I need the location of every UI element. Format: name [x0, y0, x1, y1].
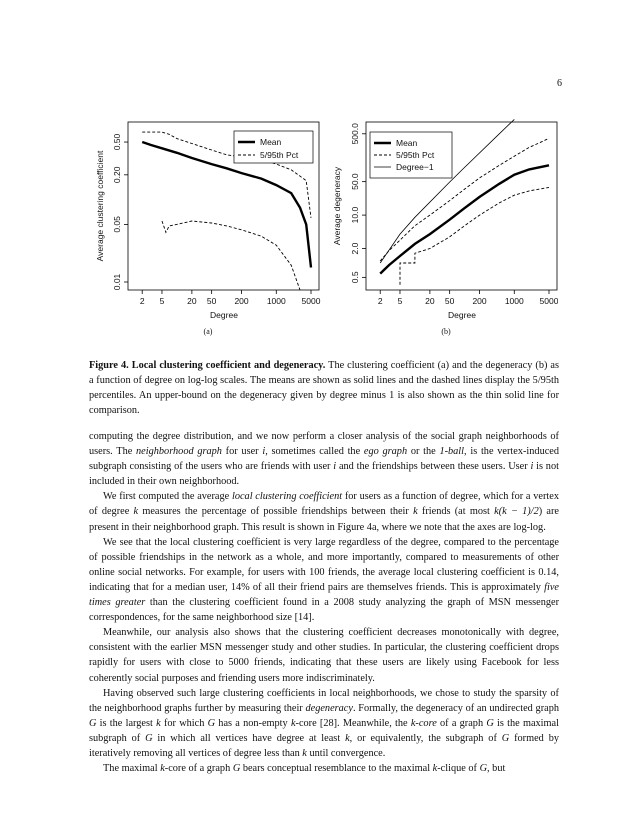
x-tick-label: 2	[377, 296, 383, 306]
x-tick-label: 2	[139, 296, 145, 306]
legend-mean-label: Mean	[396, 138, 418, 148]
y-tick-label: 50.0	[350, 173, 360, 190]
x-tick-label: 200	[234, 296, 249, 306]
y-tick-label: 2.0	[350, 242, 360, 255]
x-tick-label: 1000	[504, 296, 524, 306]
body-text	[89, 429, 559, 776]
panel-a-x-axis	[140, 290, 321, 306]
panel-b-ylabel: Average degeneracy	[332, 166, 342, 246]
panel-b-xlabel: Degree	[448, 310, 476, 320]
paragraph-1: computing the degree distribution, and we now perform a closer analysis of the social graph neighborhoods of users. The neighborhood graph for user i, sometimes called the ego graph or the 1-ball, is the vertex-induced subgraph consisting of the users who are friends with user i and the friendships between these users. User i is not included in their own neighborhood.	[89, 431, 560, 488]
series-line	[380, 165, 549, 273]
y-tick-label: 0.05	[112, 216, 122, 233]
paragraph-6: The maximal k-core of a graph G bears conceptual resemblance to the maximal k-clique of G, but	[103, 763, 506, 775]
x-tick-label: 5	[159, 296, 165, 306]
caption-title: Figure 4. Local clustering coefficient and degeneracy.	[89, 360, 326, 371]
paragraph-4: Meanwhile, our analysis also shows that the clustering coefficient decreases monotonically with degree, consistent with the earlier MSN messenger study and other studies. In particular, the clustering coefficient drops rapidly for users with close to 5000 friends, indicating that these users are likely using Facebook for less coherently social purposes and friending users more indiscriminately.	[89, 627, 559, 684]
x-tick-label: 5000	[301, 296, 321, 306]
x-tick-label: 50	[206, 296, 217, 306]
legend-degree-label: Degree−1	[396, 162, 434, 172]
x-tick-label: 200	[472, 296, 487, 306]
panel-a-ylabel: Average clustering coefficient	[95, 150, 105, 262]
panel-b-y-axis	[350, 123, 366, 283]
panel-a-xlabel: Degree	[210, 310, 238, 320]
x-tick-label: 20	[425, 296, 435, 306]
panel-b-x-axis	[378, 290, 558, 306]
legend-pct-label: 5/95th Pct	[396, 150, 435, 160]
x-tick-label: 5	[397, 296, 403, 306]
panel-b-label: (b)	[441, 327, 451, 336]
figure-4	[88, 112, 558, 337]
paragraph-5: Having observed such large clustering coefficients in local neighborhoods, we chose to study the sparsity of the neighborhood graphs further by measuring their degeneracy. Formally, the degeneracy of an undirected graph G is the largest k for which G has a non-empty k-core [28]. Meanwhile, the k-core of a graph G is the maximal subgraph of G in which all vertices have degree at least k, or equivalently, the subgraph of G formed by iteratively removing all vertices of degree less than k until convergence.	[89, 687, 559, 759]
y-tick-label: 10.0	[350, 206, 360, 224]
series-line	[162, 221, 300, 290]
paragraph-2: We first computed the average local clustering coefficient for users as a function of degree, which for a vertex of degree k measures the percentage of possible friendships between their k friends (at most k(k − 1)/2) are present in their neighborhood graph. This result is shown in Figure 4a, where we note that the axes are log-log.	[89, 491, 559, 533]
y-tick-label: 500.0	[350, 123, 360, 145]
x-tick-label: 50	[444, 296, 455, 306]
panel-a	[95, 122, 321, 336]
figure-caption	[89, 358, 559, 418]
y-tick-label: 0.01	[112, 273, 122, 291]
panel-b	[332, 119, 558, 336]
x-tick-label: 20	[187, 296, 197, 306]
paragraph-3: We see that the local clustering coefficient is very large regardless of the degree, compared to the percentage of possible friendships in the network as a whole, and more importantly, compared to measurements of other online social networks. For example, for users with 100 friends, the average local clustering coefficient is 0.14, indicating that for a median user, 14% of all their friend pairs are themselves friends. This is approximately five times greater than the clustering coefficient found in a 2008 study analyzing the graph of MSN messenger correspondences, for the same neighborhood size [14].	[89, 536, 559, 624]
legend-pct-label: 5/95th Pct	[260, 150, 299, 160]
legend-mean-label: Mean	[260, 137, 282, 147]
panel-a-label: (a)	[203, 327, 213, 336]
y-tick-label: 0.5	[350, 271, 360, 284]
y-tick-label: 0.50	[112, 133, 122, 151]
panel-a-y-axis	[112, 133, 128, 290]
panel-b-legend	[370, 132, 452, 178]
page-number: 6	[557, 78, 562, 89]
y-tick-label: 0.20	[112, 166, 122, 184]
caption-text: The clustering coefficient (a) and the degeneracy (b) as a function of degree on log-log scales. The means are shown as solid lines and the dashed lines display the 5/95th percentiles. An upper-bound on the degeneracy given by degree minus 1 is also shown as the thin solid line for comparison.	[89, 360, 559, 416]
x-tick-label: 1000	[266, 296, 286, 306]
panel-a-legend	[234, 131, 313, 163]
x-tick-label: 5000	[539, 296, 558, 306]
